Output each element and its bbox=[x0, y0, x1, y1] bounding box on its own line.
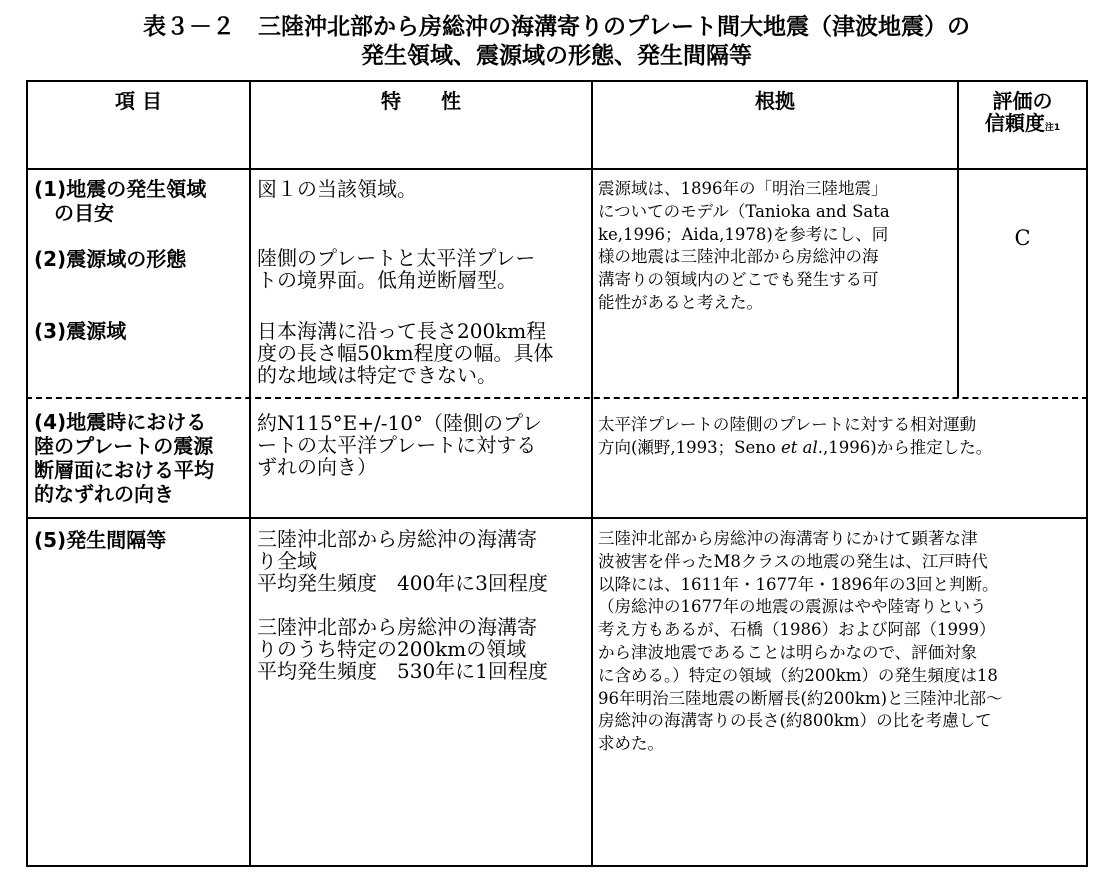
header-characteristic: 特 性 bbox=[381, 89, 461, 113]
row3-characteristic: 日本海溝に沿って長さ200km程 度の長さ幅50km程度の幅。具体 的な地域は特定できない。 bbox=[257, 319, 554, 387]
row-divider-5 bbox=[26, 517, 1088, 519]
header-basis: 根拠 bbox=[755, 89, 795, 113]
row4-basis-part1: 太平洋プレートの陸側のプレートに対する相対運動 方向(瀬野,1993；Seno bbox=[598, 415, 977, 457]
row1-characteristic: 図１の当該領域。 bbox=[257, 177, 417, 201]
row2-item: (2)震源域の形態 bbox=[34, 247, 187, 271]
column-divider-1 bbox=[249, 80, 251, 867]
row1-item: (1)地震の発生領域 の目安 bbox=[34, 177, 207, 225]
row3-item: (3)震源域 bbox=[34, 319, 127, 343]
row2-characteristic: 陸側のプレートと太平洋プレー トの境界面。低角逆断層型。 bbox=[257, 246, 536, 292]
header-reliability-note: 注1 bbox=[1044, 123, 1061, 133]
row5-basis: 三陸沖北部から房総沖の海溝寄りにかけて顕著な津 波被害を伴ったM8クラスの地震の発生は、江戸時代 以降には、1611年・1677年・1896年の3回と判断。 （房総沖の1677年の地震の震源はやや陸寄りという 考え方もあるが、石橋（1986）および阿部（1999） から津波地震であることは明らかなので、評価対象 に含める。）特定の領域（約200km）の発生頻度は18 96年明治三陸地震の断層長(約200km)と三陸沖北部～ 房総沖の海溝寄りの長さ(約800km）の比を考慮して 求めた。 bbox=[598, 529, 1003, 754]
row-divider-dashed bbox=[26, 397, 1088, 399]
header-reliability-label: 評価の 信頼度 bbox=[984, 89, 1053, 135]
row4-basis-etal: et al. bbox=[781, 437, 824, 457]
table-title-line1: 表３－２ 三陸沖北部から房総沖の海溝寄りのプレート間大地震（津波地震）の bbox=[142, 14, 971, 40]
row4-characteristic: 約N115°E+/-10°（陸側のプレ ートの太平洋プレートに対する ずれの向き） bbox=[257, 411, 543, 479]
row123-basis: 震源域は、1896年の「明治三陸地震」 についてのモデル（Tanioka and Sata ke,1996；Aida,1978)を参考にし、同 様の地震は三陸沖北部から房総沖の海 溝寄りの領域内のどこでも発生する可 能性があると考えた。 bbox=[598, 179, 890, 312]
row5-characteristic: 三陸沖北部から房総沖の海溝寄 り全域 平均発生頻度 400年に3回程度 三陸沖北部から房総沖の海溝寄 りのうち特定の200kmの領域 平均発生頻度 530年に1回程度 bbox=[257, 527, 548, 683]
row123-reliability: C bbox=[1014, 226, 1031, 250]
row5-item: (5)発生間隔等 bbox=[34, 528, 167, 552]
row4-basis-part2: ,1996)から推定した。 bbox=[823, 437, 993, 457]
header-reliability bbox=[959, 90, 1086, 139]
column-divider-2 bbox=[591, 80, 593, 867]
table-title-line2: 発生領域、震源域の形態、発生間隔等 bbox=[361, 43, 752, 69]
row4-item: (4)地震時における 陸のプレートの震源 断層面における平均 的なずれの向き bbox=[34, 410, 214, 506]
row4-basis bbox=[598, 414, 1084, 460]
header-divider bbox=[26, 168, 1088, 170]
header-item: 項 目 bbox=[115, 89, 162, 113]
